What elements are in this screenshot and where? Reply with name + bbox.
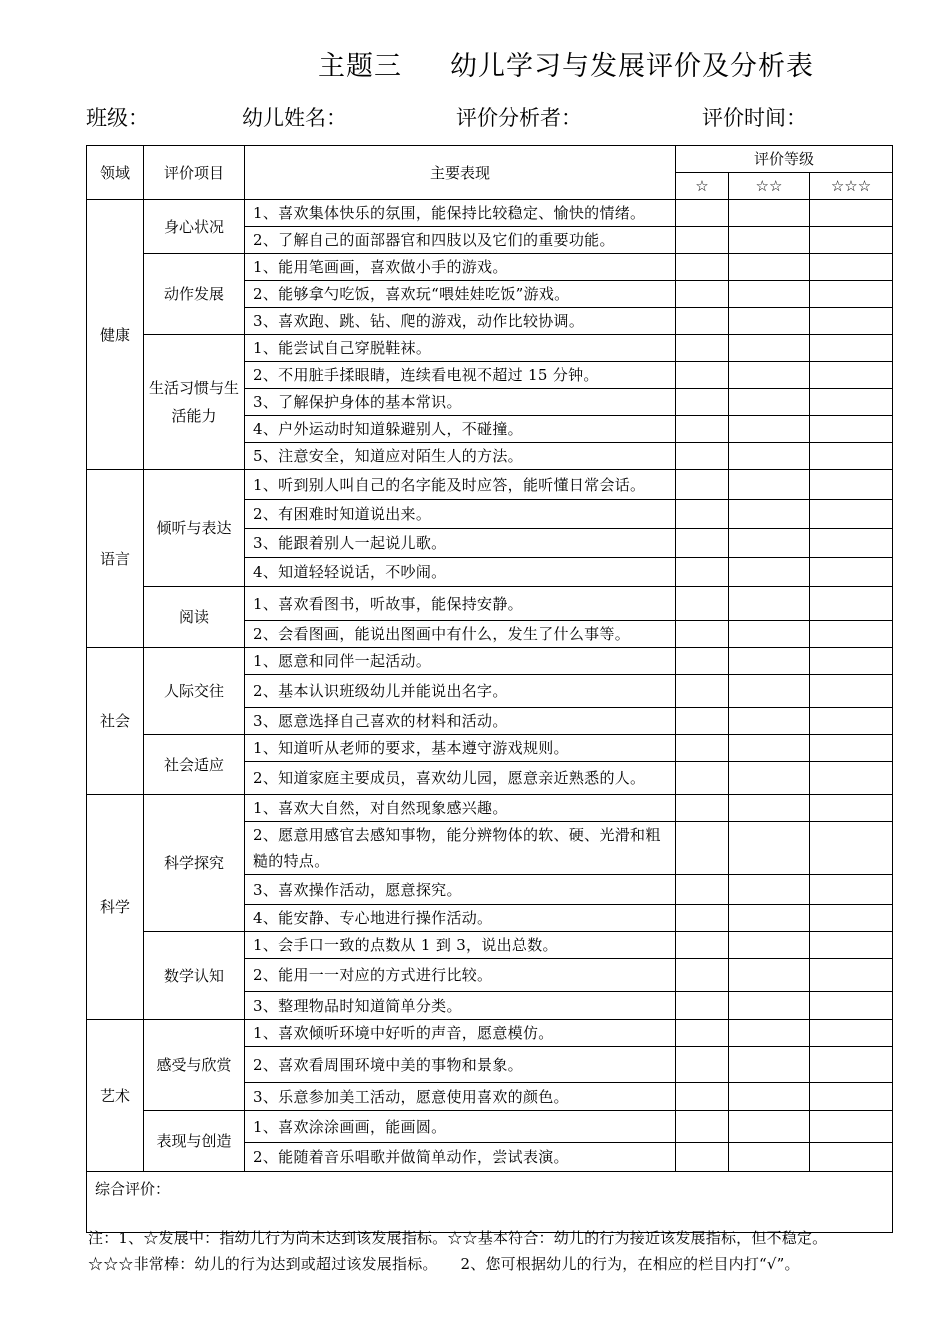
- grade-three-star-cell[interactable]: [810, 959, 893, 992]
- grade-three-star-cell[interactable]: [810, 992, 893, 1020]
- performance-cell: 1、喜欢看图书，听故事，能保持安静。: [245, 587, 676, 621]
- grade-two-star-cell[interactable]: [729, 1143, 810, 1172]
- grade-three-star-cell[interactable]: [810, 227, 893, 254]
- grade-two-star-cell[interactable]: [729, 708, 810, 735]
- grade-three-star-cell[interactable]: [810, 1111, 893, 1143]
- evaluation-item-cell: 社会适应: [144, 735, 245, 795]
- performance-cell: 2、愿意用感官去感知事物，能分辨物体的软、硬、光滑和粗糙的特点。: [245, 822, 676, 875]
- grade-one-star-cell[interactable]: [676, 822, 729, 875]
- grade-two-star-cell[interactable]: [729, 281, 810, 308]
- performance-cell: 1、喜欢大自然，对自然现象感兴趣。: [245, 795, 676, 822]
- child-name-label: 幼儿姓名：: [242, 106, 347, 130]
- grade-three-star-cell[interactable]: [810, 932, 893, 959]
- header-grade-two-star: ☆☆: [729, 173, 810, 200]
- grade-three-star-cell[interactable]: [810, 1083, 893, 1111]
- performance-cell: 2、不用脏手揉眼睛，连续看电视不超过 15 分钟。: [245, 362, 676, 389]
- grade-one-star-cell[interactable]: [676, 1047, 729, 1083]
- grade-two-star-cell[interactable]: [729, 335, 810, 362]
- performance-cell: 1、喜欢涂涂画画，能画圆。: [245, 1111, 676, 1143]
- evaluation-item-cell: 倾听与表达: [144, 470, 245, 587]
- evaluator-label: 评价分析者：: [456, 106, 582, 130]
- summary-row: [87, 1172, 893, 1233]
- performance-cell: 3、喜欢操作活动，愿意探究。: [245, 875, 676, 905]
- table-row: [87, 648, 893, 675]
- grade-one-star-cell[interactable]: [676, 1083, 729, 1111]
- performance-cell: 1、能尝试自己穿脱鞋袜。: [245, 335, 676, 362]
- grade-two-star-cell[interactable]: [729, 1083, 810, 1111]
- grade-one-star-cell[interactable]: [676, 470, 729, 500]
- grade-two-star-cell[interactable]: [729, 443, 810, 470]
- domain-cell: 科学: [87, 795, 144, 1020]
- evaluation-item-cell: 感受与欣赏: [144, 1020, 245, 1111]
- grade-one-star-cell[interactable]: [676, 675, 729, 708]
- performance-cell: 5、注意安全，知道应对陌生人的方法。: [245, 443, 676, 470]
- grade-one-star-cell[interactable]: [676, 905, 729, 932]
- grade-two-star-cell[interactable]: [729, 500, 810, 529]
- performance-cell: 3、乐意参加美工活动，愿意使用喜欢的颜色。: [245, 1083, 676, 1111]
- grade-two-star-cell[interactable]: [729, 587, 810, 621]
- grade-two-star-cell[interactable]: [729, 254, 810, 281]
- grade-one-star-cell[interactable]: [676, 362, 729, 389]
- grade-one-star-cell[interactable]: [676, 1020, 729, 1047]
- table-row: [87, 200, 893, 227]
- performance-cell: 1、知道听从老师的要求，基本遵守游戏规则。: [245, 735, 676, 762]
- table-row: [87, 932, 893, 959]
- grade-one-star-cell[interactable]: [676, 795, 729, 822]
- grade-three-star-cell[interactable]: [810, 648, 893, 675]
- grade-two-star-cell[interactable]: [729, 1020, 810, 1047]
- grade-three-star-cell[interactable]: [810, 308, 893, 335]
- grade-three-star-cell[interactable]: [810, 1020, 893, 1047]
- class-label: 班级：: [86, 106, 149, 130]
- grade-three-star-cell[interactable]: [810, 362, 893, 389]
- header-domain: 领域: [87, 146, 144, 200]
- evaluation-item-cell: 动作发展: [144, 254, 245, 335]
- performance-cell: 1、会手口一致的点数从 1 到 3，说出总数。: [245, 932, 676, 959]
- performance-cell: 1、喜欢倾听环境中好听的声音，愿意模仿。: [245, 1020, 676, 1047]
- grade-three-star-cell[interactable]: [810, 1143, 893, 1172]
- header-grade: 评价等级: [676, 146, 893, 173]
- grade-three-star-cell[interactable]: [810, 822, 893, 875]
- table-row: [87, 254, 893, 281]
- grade-two-star-cell[interactable]: [729, 932, 810, 959]
- grade-one-star-cell[interactable]: [676, 587, 729, 621]
- grade-one-star-cell[interactable]: [676, 416, 729, 443]
- grade-two-star-cell[interactable]: [729, 470, 810, 500]
- grade-one-star-cell[interactable]: [676, 389, 729, 416]
- performance-cell: 4、知道轻轻说话，不吵闹。: [245, 558, 676, 587]
- grade-one-star-cell[interactable]: [676, 875, 729, 905]
- grade-two-star-cell[interactable]: [729, 905, 810, 932]
- notes: [88, 1225, 908, 1277]
- grade-three-star-cell[interactable]: [810, 200, 893, 227]
- grade-one-star-cell[interactable]: [676, 227, 729, 254]
- grade-one-star-cell[interactable]: [676, 708, 729, 735]
- grade-one-star-cell[interactable]: [676, 558, 729, 587]
- table-row: [87, 795, 893, 822]
- performance-cell: 1、听到别人叫自己的名字能及时应答，能听懂日常会话。: [245, 470, 676, 500]
- evaluation-item-cell: 人际交往: [144, 648, 245, 735]
- grade-two-star-cell[interactable]: [729, 959, 810, 992]
- grade-two-star-cell[interactable]: [729, 1047, 810, 1083]
- grade-two-star-cell[interactable]: [729, 227, 810, 254]
- performance-cell: 2、能用一一对应的方式进行比较。: [245, 959, 676, 992]
- grade-three-star-cell[interactable]: [810, 735, 893, 762]
- grade-three-star-cell[interactable]: [810, 389, 893, 416]
- grade-one-star-cell[interactable]: [676, 281, 729, 308]
- grade-one-star-cell[interactable]: [676, 335, 729, 362]
- domain-cell: 社会: [87, 648, 144, 795]
- grade-two-star-cell[interactable]: [729, 648, 810, 675]
- grade-one-star-cell[interactable]: [676, 735, 729, 762]
- grade-three-star-cell[interactable]: [810, 443, 893, 470]
- performance-cell: 4、户外运动时知道躲避别人，不碰撞。: [245, 416, 676, 443]
- grade-three-star-cell[interactable]: [810, 875, 893, 905]
- grade-three-star-cell[interactable]: [810, 281, 893, 308]
- table-row: [87, 1111, 893, 1143]
- table-row: [87, 335, 893, 362]
- performance-cell: 2、喜欢看周围环境中美的事物和景象。: [245, 1047, 676, 1083]
- grade-three-star-cell[interactable]: [810, 470, 893, 500]
- grade-one-star-cell[interactable]: [676, 308, 729, 335]
- page-title: [318, 44, 814, 83]
- table-row: [87, 735, 893, 762]
- grade-two-star-cell[interactable]: [729, 992, 810, 1020]
- evaluation-item-cell: 数学认知: [144, 932, 245, 1020]
- header-performance: 主要表现: [245, 146, 676, 200]
- evaluation-item-cell: 生活习惯与生活能力: [144, 335, 245, 470]
- performance-cell: 2、会看图画，能说出图画中有什么，发生了什么事等。: [245, 621, 676, 648]
- domain-cell: 健康: [87, 200, 144, 470]
- table-row: [87, 470, 893, 500]
- performance-cell: 3、能跟着别人一起说儿歌。: [245, 529, 676, 558]
- evaluation-time-label: 评价时间：: [702, 106, 807, 130]
- performance-cell: 3、整理物品时知道简单分类。: [245, 992, 676, 1020]
- grade-three-star-cell[interactable]: [810, 795, 893, 822]
- performance-cell: 2、知道家庭主要成员，喜欢幼儿园，愿意亲近熟悉的人。: [245, 762, 676, 795]
- evaluation-table-body: [87, 146, 893, 1233]
- header-grade-three-star: ☆☆☆: [810, 173, 893, 200]
- note-line-1: 注：1、☆发展中：指幼儿行为尚未达到该发展指标。☆☆基本符合：幼儿的行为接近该发展指标，但不稳定。: [88, 1229, 828, 1247]
- grade-three-star-cell[interactable]: [810, 905, 893, 932]
- domain-cell: 语言: [87, 470, 144, 648]
- performance-cell: 3、了解保护身体的基本常识。: [245, 389, 676, 416]
- domain-cell: 艺术: [87, 1020, 144, 1172]
- grade-two-star-cell[interactable]: [729, 875, 810, 905]
- performance-cell: 3、喜欢跑、跳、钻、爬的游戏，动作比较协调。: [245, 308, 676, 335]
- grade-two-star-cell[interactable]: [729, 1111, 810, 1143]
- grade-three-star-cell[interactable]: [810, 762, 893, 795]
- grade-two-star-cell[interactable]: [729, 735, 810, 762]
- header-grade-one-star: ☆: [676, 173, 729, 200]
- grade-three-star-cell[interactable]: [810, 335, 893, 362]
- grade-one-star-cell[interactable]: [676, 500, 729, 529]
- grade-two-star-cell[interactable]: [729, 558, 810, 587]
- grade-two-star-cell[interactable]: [729, 675, 810, 708]
- evaluation-item-cell: 科学探究: [144, 795, 245, 932]
- performance-cell: 1、能用笔画画，喜欢做小手的游戏。: [245, 254, 676, 281]
- grade-three-star-cell[interactable]: [810, 500, 893, 529]
- performance-cell: 2、基本认识班级幼儿并能说出名字。: [245, 675, 676, 708]
- grade-two-star-cell[interactable]: [729, 762, 810, 795]
- grade-three-star-cell[interactable]: [810, 254, 893, 281]
- note-line-2: ☆☆☆非常棒：幼儿的行为达到或超过该发展指标。 2、您可根据幼儿的行为，在相应的栏目内打“√”。: [88, 1255, 800, 1273]
- table-row: [87, 587, 893, 621]
- grade-two-star-cell[interactable]: [729, 308, 810, 335]
- performance-cell: 2、能随着音乐唱歌并做简单动作，尝试表演。: [245, 1143, 676, 1172]
- grade-two-star-cell[interactable]: [729, 389, 810, 416]
- grade-three-star-cell[interactable]: [810, 708, 893, 735]
- grade-two-star-cell[interactable]: [729, 822, 810, 875]
- grade-two-star-cell[interactable]: [729, 621, 810, 648]
- performance-cell: 3、愿意选择自己喜欢的材料和活动。: [245, 708, 676, 735]
- performance-cell: 2、能够拿勺吃饭，喜欢玩“喂娃娃吃饭”游戏。: [245, 281, 676, 308]
- table-row: [87, 1020, 893, 1047]
- grade-two-star-cell[interactable]: [729, 529, 810, 558]
- grade-one-star-cell[interactable]: [676, 443, 729, 470]
- grade-three-star-cell[interactable]: [810, 621, 893, 648]
- evaluation-table: [86, 145, 893, 1233]
- evaluation-item-cell: 阅读: [144, 587, 245, 648]
- grade-three-star-cell[interactable]: [810, 558, 893, 587]
- grade-one-star-cell[interactable]: [676, 648, 729, 675]
- grade-one-star-cell[interactable]: [676, 1111, 729, 1143]
- grade-one-star-cell[interactable]: [676, 200, 729, 227]
- grade-one-star-cell[interactable]: [676, 529, 729, 558]
- title-part2: 幼儿学习与发展评价及分析表: [450, 51, 814, 82]
- grade-three-star-cell[interactable]: [810, 675, 893, 708]
- grade-three-star-cell[interactable]: [810, 529, 893, 558]
- grade-three-star-cell[interactable]: [810, 1047, 893, 1083]
- grade-one-star-cell[interactable]: [676, 254, 729, 281]
- evaluation-item-cell: 身心状况: [144, 200, 245, 254]
- grade-one-star-cell[interactable]: [676, 1143, 729, 1172]
- performance-cell: 1、喜欢集体快乐的氛围，能保持比较稳定、愉快的情绪。: [245, 200, 676, 227]
- grade-two-star-cell[interactable]: [729, 795, 810, 822]
- grade-one-star-cell[interactable]: [676, 762, 729, 795]
- grade-one-star-cell[interactable]: [676, 959, 729, 992]
- grade-three-star-cell[interactable]: [810, 416, 893, 443]
- grade-two-star-cell[interactable]: [729, 362, 810, 389]
- grade-one-star-cell[interactable]: [676, 932, 729, 959]
- summary-cell[interactable]: 综合评价：: [87, 1172, 893, 1233]
- title-part1: 主题三: [318, 51, 402, 82]
- performance-cell: 2、了解自己的面部器官和四肢以及它们的重要功能。: [245, 227, 676, 254]
- grade-three-star-cell[interactable]: [810, 587, 893, 621]
- performance-cell: 1、愿意和同伴一起活动。: [245, 648, 676, 675]
- grade-one-star-cell[interactable]: [676, 621, 729, 648]
- grade-one-star-cell[interactable]: [676, 992, 729, 1020]
- grade-two-star-cell[interactable]: [729, 416, 810, 443]
- performance-cell: 2、有困难时知道说出来。: [245, 500, 676, 529]
- header-item: 评价项目: [144, 146, 245, 200]
- grade-two-star-cell[interactable]: [729, 200, 810, 227]
- evaluation-item-cell: 表现与创造: [144, 1111, 245, 1172]
- performance-cell: 4、能安静、专心地进行操作活动。: [245, 905, 676, 932]
